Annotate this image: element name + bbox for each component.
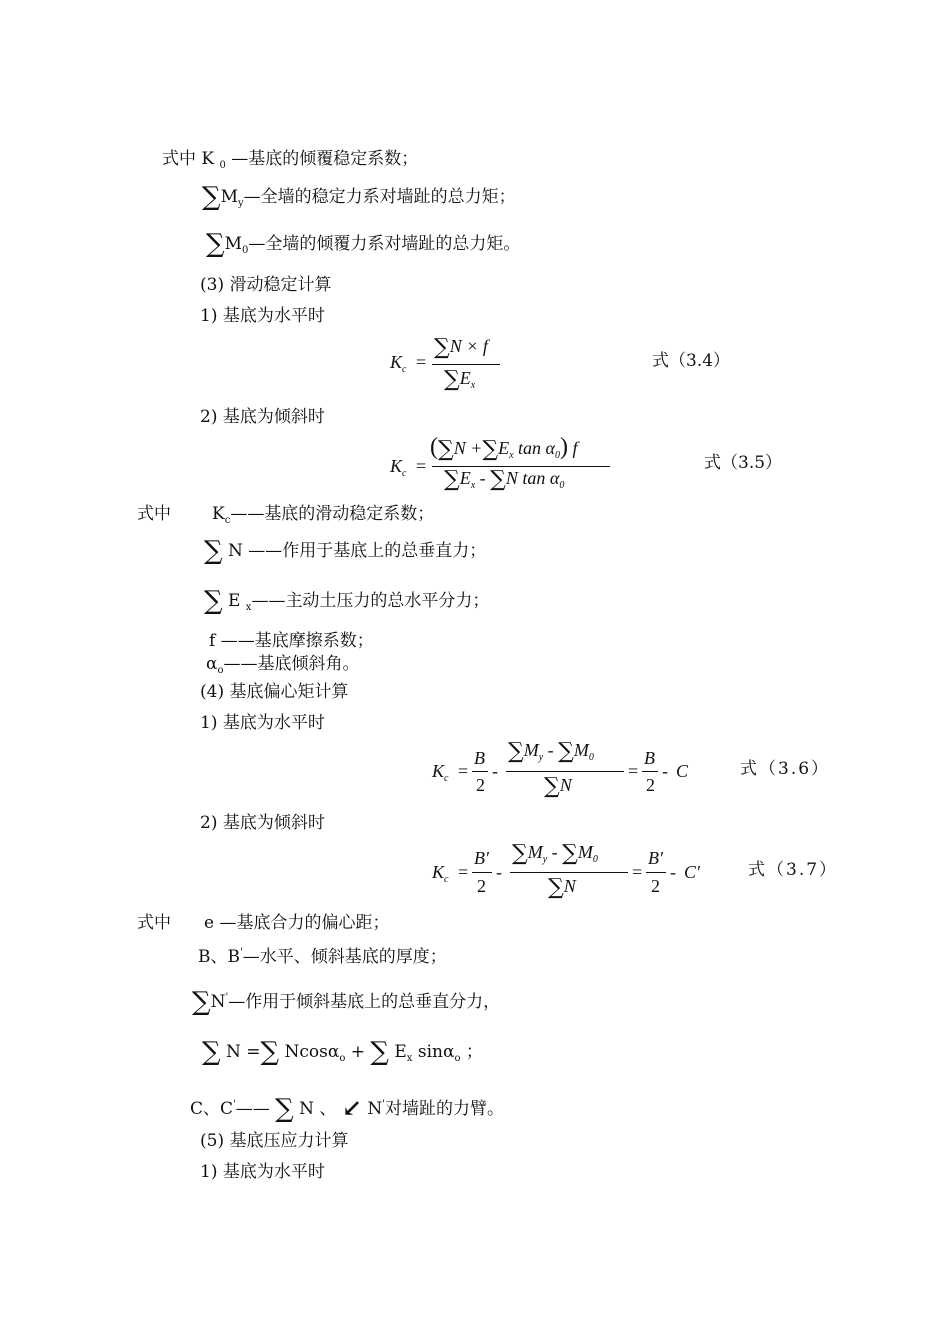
my-definition [202, 182, 516, 215]
sigma-icon: ∑ [444, 467, 460, 492]
fraction-bar [432, 364, 500, 365]
equation-number-3-7: 式（3.7） [748, 860, 839, 880]
f-definition: f ——基底摩擦系数； [209, 631, 374, 651]
eq35-n2-sub: x [509, 450, 514, 461]
sigma-icon: ∑ [206, 229, 225, 259]
mo-text: —全墙的倾覆力系对墙趾的总力矩。 [248, 234, 521, 254]
n-text: ——作用于基底上的总垂直力； [248, 541, 487, 561]
arrow-down-left-icon: ↙ [341, 1093, 362, 1122]
eq35-d1-sub: x [470, 480, 476, 491]
sigma-icon: ∑ [562, 841, 578, 866]
eq36-c: C [676, 761, 689, 781]
heading-4: (4) 基底偏心矩计算 [200, 682, 349, 702]
eq36-two: 2 [476, 775, 485, 795]
fraction-bar [472, 872, 492, 873]
eq34-den-text: E [459, 368, 471, 388]
alpha-subscript: o [217, 665, 224, 676]
ex-definition [204, 586, 490, 619]
sum-n-equation [202, 1037, 483, 1070]
sigma-icon: ∑ [482, 437, 499, 462]
eq35-numerator [430, 434, 578, 461]
equals-sign: = [416, 456, 427, 476]
k0-definition [162, 148, 418, 177]
sum-eq-part1: N = [225, 1042, 261, 1062]
np-text: —作用于倾斜基底上的总垂直分力， [228, 992, 501, 1012]
c-n2-prime: ' [382, 1099, 385, 1110]
sum-eq-sub3: o [454, 1053, 461, 1064]
kc-subscript: c [224, 515, 231, 526]
eq35-lhs [390, 456, 406, 479]
eq37-two2: 2 [651, 876, 660, 896]
k0-symbol: 式中 K [162, 149, 215, 169]
eq35-d1: E [459, 468, 471, 488]
eq34-denominator [444, 368, 475, 391]
y-subscript: y [538, 752, 544, 763]
alpha-definition [206, 653, 360, 682]
fraction-bar [510, 872, 628, 873]
eq35-d3-sub: 0 [559, 480, 565, 491]
k-symbol: K [432, 761, 445, 781]
left-paren: ( [430, 434, 438, 460]
c-n2: N [367, 1099, 383, 1119]
kc-symbol: K [212, 504, 225, 524]
sum-eq-sub1: o [339, 1053, 346, 1064]
m-symbol: M [527, 842, 543, 862]
eq35-d3: N tan α [505, 468, 560, 488]
k0-text: —基底的倾覆稳定系数； [231, 149, 419, 169]
my-subscript: y [237, 198, 244, 209]
sigma-icon: ∑ [370, 1037, 389, 1067]
m-symbol: M [523, 740, 539, 760]
n-symbol: N [559, 775, 572, 795]
equation-number-3-5: 式（3.5） [704, 453, 783, 473]
equals-sign: = [632, 862, 643, 882]
fraction-bar [472, 771, 488, 772]
np-prime: ' [225, 992, 229, 1003]
kc-label: 式中 [137, 504, 171, 524]
minus-sign: - [547, 740, 554, 760]
eq37-bp: B′ [474, 848, 489, 868]
sigma-icon: ∑ [512, 841, 528, 866]
equals-sign: = [458, 862, 469, 882]
minus-sign: - [551, 842, 558, 862]
n-definition [204, 536, 487, 566]
sum-eq-part2: Ncosα [284, 1042, 340, 1062]
c-n-text: N 、 [299, 1099, 337, 1119]
n-symbol: N [227, 541, 243, 561]
b-prime: ' [240, 947, 243, 958]
e-definition: e —基底合力的偏心距； [204, 913, 390, 933]
eq35-n3-sub: 0 [555, 450, 560, 461]
equation-number-3-6: 式（3.6） [740, 759, 831, 779]
eq36-b: B [474, 748, 485, 768]
sum-eq-part4: E [394, 1042, 407, 1062]
c-dash: —— [235, 1099, 270, 1119]
sigma-icon: ∑ [490, 467, 506, 492]
k-symbol: K [390, 352, 403, 372]
eq37-lhs [432, 862, 448, 885]
mo-symbol: M [224, 234, 242, 254]
ex-subscript: x [245, 602, 252, 613]
c-subscript: c [402, 468, 407, 479]
c-subscript: c [444, 773, 449, 784]
equals-sign: = [458, 761, 469, 781]
eq37-numerator [512, 842, 598, 865]
eq35-f: f [572, 438, 578, 458]
eq36-numerator [508, 740, 594, 763]
fraction-bar [642, 771, 658, 772]
heading-4-1: 1) 基底为水平时 [200, 713, 325, 733]
m-symbol: M [573, 740, 589, 760]
y-subscript: y [542, 854, 548, 865]
sigma-icon: ∑ [444, 367, 460, 392]
heading-3: (3) 滑动稳定计算 [200, 275, 332, 295]
sigma-icon: ∑ [260, 1037, 280, 1067]
kc-definition [212, 503, 434, 532]
sigma-icon: ∑ [508, 739, 524, 764]
sigma-icon: ∑ [204, 536, 223, 566]
eq34-den-sub: x [470, 380, 476, 391]
sigma-icon: ∑ [275, 1094, 294, 1124]
c-symbol: C、C [190, 1099, 234, 1119]
sigma-icon: ∑ [192, 987, 211, 1017]
minus-sign: - [496, 862, 502, 882]
eq36-denominator [544, 775, 572, 798]
fraction-bar [646, 872, 666, 873]
k0-subscript: 0 [219, 160, 226, 171]
minus-sign: - [670, 862, 676, 882]
eq37-denominator [548, 876, 576, 899]
plus-sign: + [350, 1042, 365, 1062]
eq35-denominator [444, 468, 564, 491]
minus-sign: - [492, 761, 498, 781]
mo-subscript: 0 [241, 245, 249, 256]
fraction-bar [506, 771, 624, 772]
heading-4-2: 2) 基底为倾斜时 [200, 813, 325, 833]
right-paren: ) [560, 434, 568, 460]
eq37-bp2: B′ [648, 848, 663, 868]
my-text: —全墙的稳定力系对墙趾的总力矩； [243, 187, 516, 207]
heading-3-2: 2) 基底为倾斜时 [200, 407, 325, 427]
eq34-lhs [390, 352, 406, 375]
b-definition [198, 942, 447, 968]
equation-number-3-4: 式（3.4） [652, 351, 731, 371]
b-text: —水平、倾斜基底的厚度； [242, 947, 447, 967]
equals-sign: = [628, 761, 639, 781]
np-definition [192, 987, 501, 1017]
heading-5: (5) 基底压应力计算 [200, 1131, 349, 1151]
zero-subscript: 0 [592, 854, 598, 865]
mo-definition [206, 229, 521, 262]
eq36-lhs [432, 761, 448, 784]
sum-eq-sub2: x [406, 1053, 413, 1064]
np-symbol: N [210, 992, 226, 1012]
k-symbol: K [390, 456, 403, 476]
eq37-two: 2 [477, 876, 486, 896]
equals-sign: = [416, 352, 427, 372]
eq35-n1: N + [453, 438, 483, 458]
alpha-text: ——基底倾斜角。 [223, 654, 360, 674]
sum-eq-part5: sinα [417, 1042, 455, 1062]
sigma-icon: ∑ [202, 182, 221, 212]
sigma-icon: ∑ [202, 1037, 221, 1067]
eq35-n2: E [498, 438, 510, 458]
kc-text: ——基底的滑动稳定系数； [230, 504, 435, 524]
minus-sign: - [479, 468, 486, 488]
ex-text: ——主动土压力的总水平分力； [251, 591, 490, 611]
e-label: 式中 [137, 913, 171, 933]
m-symbol: M [577, 842, 593, 862]
zero-subscript: 0 [588, 752, 594, 763]
sigma-icon: ∑ [434, 335, 450, 360]
sigma-icon: ∑ [204, 586, 223, 616]
c-subscript: c [444, 874, 449, 885]
k-symbol: K [432, 862, 445, 882]
c-subscript: c [402, 364, 407, 375]
c-prime: ' [233, 1099, 236, 1110]
ex-symbol: E [227, 591, 241, 611]
n-symbol: N [563, 876, 576, 896]
minus-sign: - [662, 761, 668, 781]
sigma-icon: ∑ [544, 774, 560, 799]
eq34-num-text: N × f [449, 336, 488, 356]
c-text: 对墙趾的力臂。 [384, 1099, 504, 1119]
sigma-icon: ∑ [548, 875, 564, 900]
eq34-numerator [434, 336, 488, 359]
eq36-two2: 2 [646, 775, 655, 795]
heading-5-1: 1) 基底为水平时 [200, 1162, 325, 1182]
sigma-icon: ∑ [558, 739, 574, 764]
eq36-b2: B [644, 748, 655, 768]
sum-eq-part6: ； [465, 1042, 483, 1062]
eq35-n3: tan α [518, 438, 555, 458]
my-symbol: M [220, 187, 238, 207]
b-symbol: B、B [198, 947, 240, 967]
alpha-symbol: α [206, 654, 218, 674]
c-definition [190, 1093, 504, 1124]
eq37-cp: C′ [684, 862, 700, 882]
sigma-icon: ∑ [438, 437, 454, 462]
heading-3-1: 1) 基底为水平时 [200, 306, 325, 326]
